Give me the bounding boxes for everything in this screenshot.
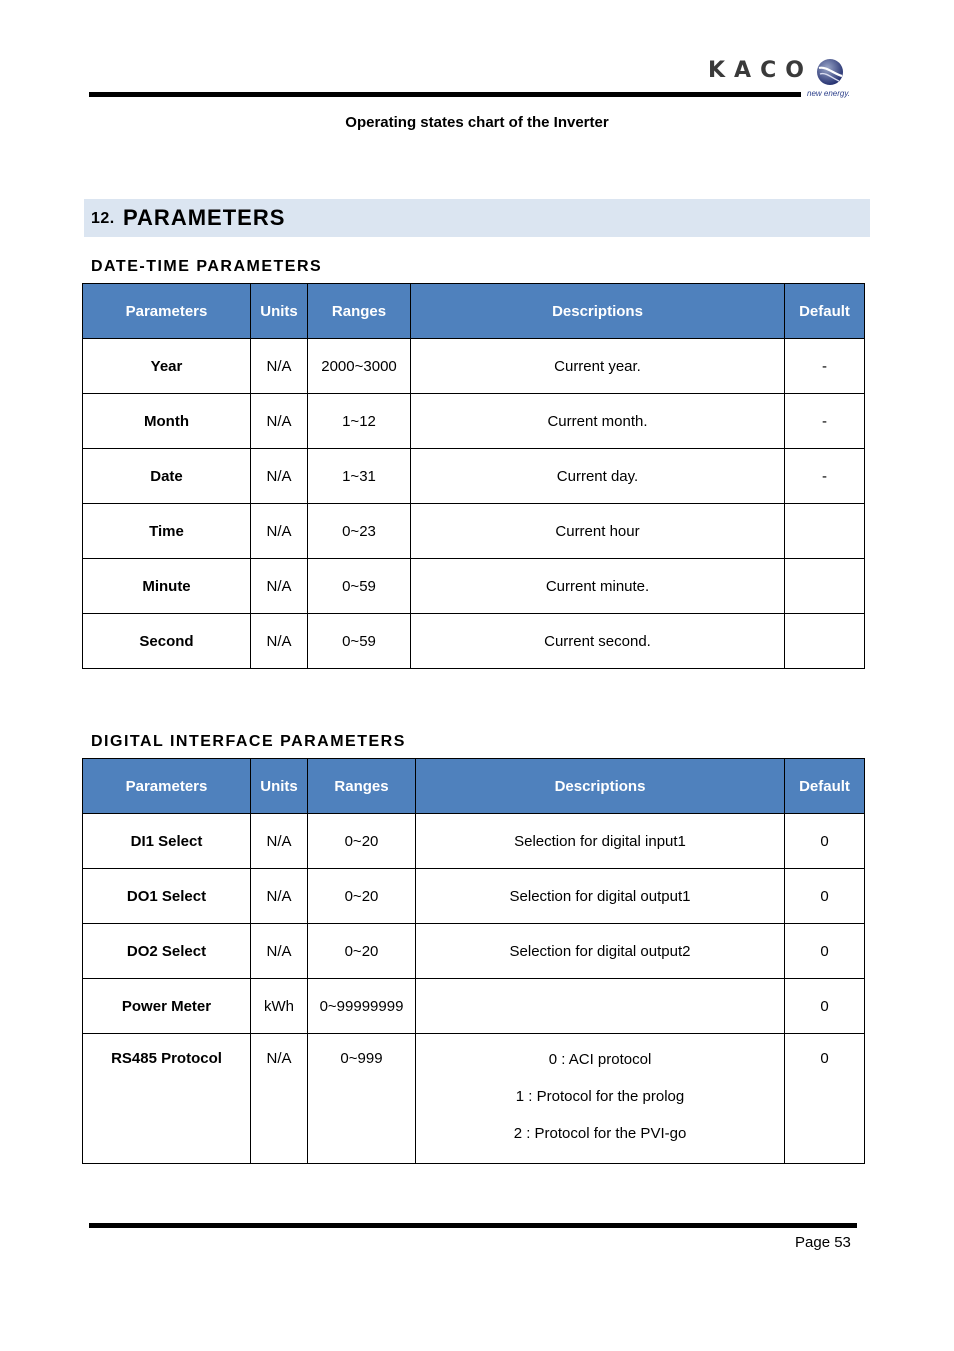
table-row [83,814,865,869]
column-header: Descriptions [416,759,785,814]
param-description: Current day. [411,449,785,504]
param-default: 0 [785,979,865,1034]
param-name: Date [83,449,251,504]
param-default: 0 [785,924,865,979]
param-description: Current year. [411,339,785,394]
param-unit: N/A [251,814,308,869]
table-row [83,869,865,924]
digital-interface-table [82,758,865,1164]
param-description [416,979,785,1034]
param-description: Current second. [411,614,785,669]
column-header: Default [785,759,865,814]
param-unit: N/A [251,504,308,559]
param-name: Power Meter [83,979,251,1034]
param-range: 0~99999999 [308,979,416,1034]
param-description: Current minute. [411,559,785,614]
column-header: Ranges [308,284,411,339]
param-description: Current hour [411,504,785,559]
param-default [785,504,865,559]
section-heading [84,199,870,237]
table-row [83,559,865,614]
column-header: Parameters [83,284,251,339]
param-range: 2000~3000 [308,339,411,394]
table-row [83,979,865,1034]
param-name: Minute [83,559,251,614]
column-header: Units [251,759,308,814]
param-range: 1~31 [308,449,411,504]
footer-rule [89,1223,857,1228]
table-header-row [83,759,865,814]
param-range: 0~20 [308,924,416,979]
param-description [416,1034,785,1164]
column-header: Ranges [308,759,416,814]
description-line: 2 : Protocol for the PVI-go [513,1125,687,1142]
logo-wordmark: KACO [708,58,813,83]
section-title: PARAMETERS [123,205,286,230]
param-name: DO1 Select [83,869,251,924]
param-range: 0~59 [308,559,411,614]
param-range: 0~20 [308,814,416,869]
param-description: Selection for digital output1 [416,869,785,924]
table-row [83,504,865,559]
section-number: 12. [91,210,115,227]
param-unit: N/A [251,869,308,924]
param-range: 0~59 [308,614,411,669]
param-unit: N/A [251,449,308,504]
param-unit: N/A [251,559,308,614]
param-name: DO2 Select [83,924,251,979]
param-unit: N/A [251,924,308,979]
param-default: - [785,394,865,449]
header-rule [89,92,801,97]
column-header: Units [251,284,308,339]
param-name: Second [83,614,251,669]
param-name: Month [83,394,251,449]
table-row [83,449,865,504]
table-row [83,614,865,669]
column-header: Default [785,284,865,339]
table-row [83,1034,865,1164]
param-default: 0 [785,814,865,869]
param-description: Selection for digital output2 [416,924,785,979]
column-header: Descriptions [411,284,785,339]
param-unit: N/A [251,339,308,394]
param-name: Time [83,504,251,559]
column-header: Parameters [83,759,251,814]
param-default: - [785,449,865,504]
param-default: 0 [785,1034,865,1164]
param-range: 0~20 [308,869,416,924]
param-description: Current month. [411,394,785,449]
description-line: 0 : ACI protocol [548,1051,652,1068]
date-time-table [82,283,865,669]
param-default: 0 [785,869,865,924]
table-row [83,339,865,394]
param-name: RS485 Protocol [83,1034,251,1164]
param-default [785,559,865,614]
param-name: Year [83,339,251,394]
param-default [785,614,865,669]
document-title: Operating states chart of the Inverter [345,114,609,131]
param-unit: N/A [251,394,308,449]
param-unit: N/A [251,614,308,669]
globe-icon [816,58,844,86]
table-header-row [83,284,865,339]
param-range: 0~23 [308,504,411,559]
table-row [83,924,865,979]
param-unit: kWh [251,979,308,1034]
param-description: Selection for digital input1 [416,814,785,869]
param-unit: N/A [251,1034,308,1164]
param-default: - [785,339,865,394]
page-number: Page 53 [795,1234,851,1251]
description-line: 1 : Protocol for the prolog [515,1088,685,1105]
logo-tagline: new energy. [807,89,850,98]
date-time-heading: DATE-TIME PARAMETERS [91,258,323,275]
param-name: DI1 Select [83,814,251,869]
digital-interface-heading: DIGITAL INTERFACE PARAMETERS [91,733,406,750]
table-row [83,394,865,449]
param-range: 0~999 [308,1034,416,1164]
param-range: 1~12 [308,394,411,449]
